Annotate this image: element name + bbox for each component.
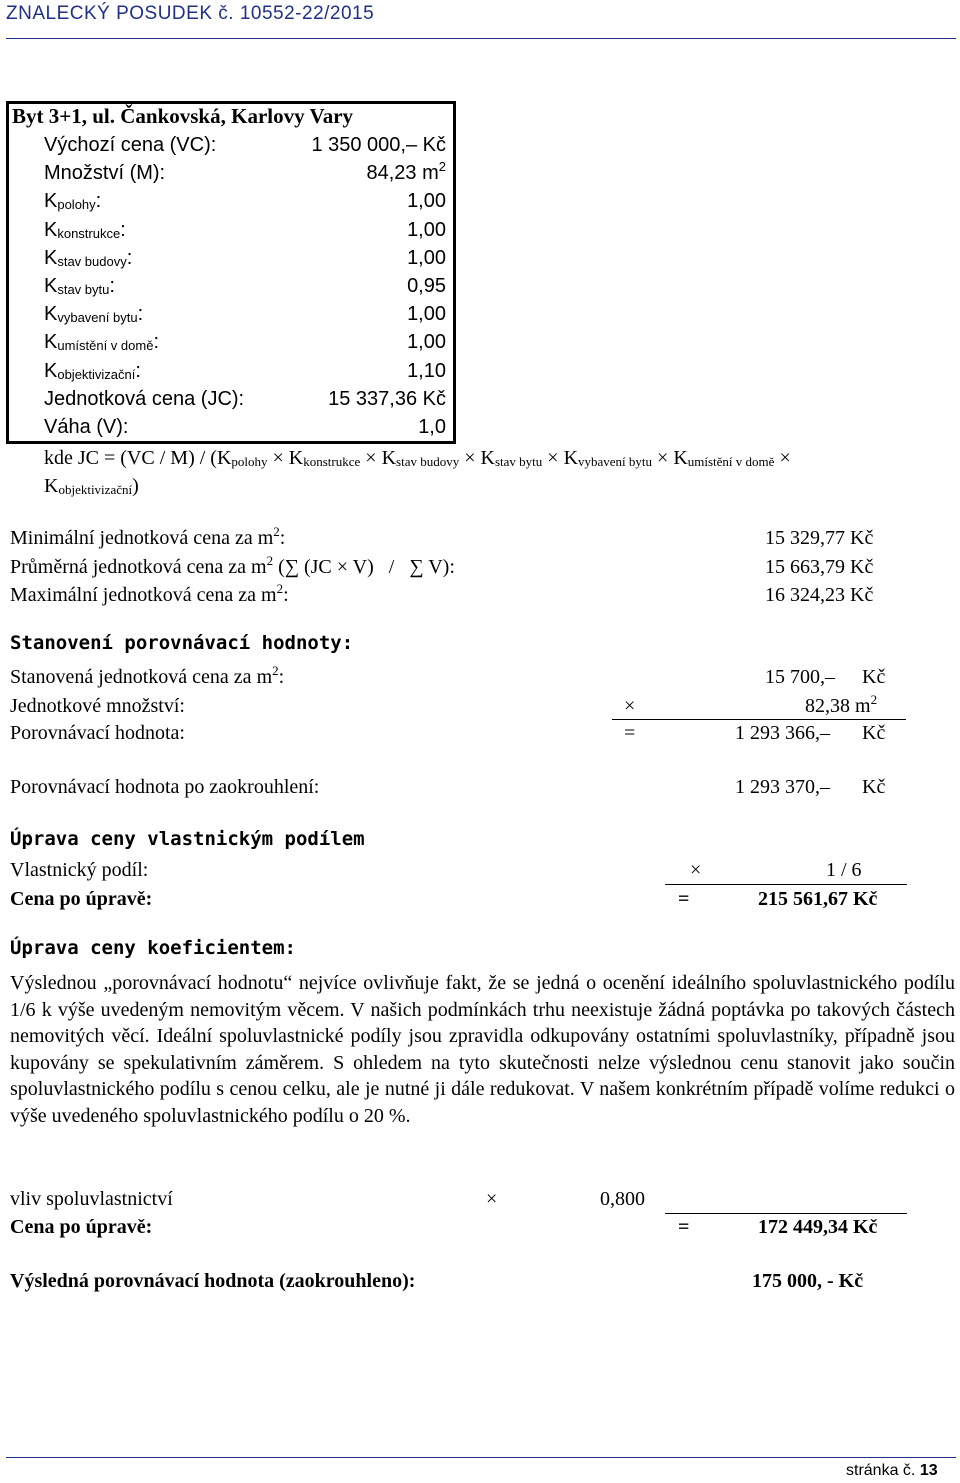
- rounded-currency: Kč: [862, 776, 886, 798]
- unit-price-row-value: 15 663,79 Kč: [765, 556, 874, 578]
- coef-price-value: 172 449,34 Kč: [758, 1216, 878, 1238]
- coef-price-op: =: [678, 1216, 690, 1238]
- box-row-value: 15 337,36 Kč: [328, 387, 446, 410]
- share-price-value: 215 561,67 Kč: [758, 888, 878, 910]
- formula-close: ): [132, 475, 139, 497]
- page-number: [846, 1462, 938, 1480]
- box-row-label: Množství (M):: [44, 162, 166, 185]
- quantity-underline: [612, 719, 906, 720]
- page-number-value: 13: [919, 1462, 938, 1479]
- box-row-label: $K_{vybavení bytu}$:: [44, 303, 144, 326]
- comparison-value-label: Porovnávací hodnota:: [10, 722, 185, 744]
- box-row-label: $K_{umístění v domě}$:: [44, 331, 160, 354]
- coefficient-paragraph: Výslednou „porovnávací hodnotu“ nejvíce ovlivňuje fakt, že se jedná o ocenění ideálního spoluvlastnického podílu 1/6 k výše uvedeným nemovitým věcem. V našich podmínkách trhu neexistuje žádná poptávka po takových částech nemovitých věcí. Ideální spoluvlastnické podíly jsou zpravidla odkupovány ostatními spoluvlastníky, případně jsou kupovány se spekulativním záměrem. S ohledem na tyto skutečnosti nelze výslednou cenu stanovit jako součin spoluvlastnického podílu s cenou celku, ale je nutné ji dále redukovat. V našem konkrétním případě volíme redukci o výše uvedeného spoluvlastnického podílu o 20 %.: [10, 972, 955, 1127]
- factor-label: vliv spoluvlastnictví: [10, 1188, 173, 1210]
- box-row-label: Výchozí cena (VC):: [44, 134, 217, 156]
- share-op: ×: [690, 859, 702, 881]
- comparable-title: Byt 3+1, ul. Čankovská, Karlovy Vary: [12, 104, 354, 128]
- page-label: stránka č.: [846, 1462, 916, 1479]
- share-value: 1 / 6: [826, 859, 862, 881]
- box-row-label: $K_{polohy}$:: [44, 190, 102, 213]
- unit-price-row-value: 15 329,77 Kč: [765, 527, 874, 549]
- quantity-label: Jednotkové množství:: [10, 695, 185, 717]
- box-row-label: $K_{konstrukce}$:: [44, 218, 126, 241]
- factor-value: 0,800: [600, 1188, 645, 1210]
- factor-op: ×: [486, 1188, 498, 1210]
- header-rule: [6, 38, 956, 39]
- unit-price-label: Stanovená jednotková cena za $m^2$:: [10, 663, 285, 688]
- document-header: ZNALECKÝ POSUDEK č. 10552-22/2015: [6, 3, 375, 24]
- quantity-value: 82,38 $m^2$: [805, 692, 878, 717]
- box-row-value: 1,00: [407, 218, 446, 241]
- box-row-value: 1,00: [407, 190, 446, 213]
- unit-price-value: 15 700,–: [765, 666, 835, 688]
- formula-k: K: [44, 475, 59, 497]
- box-row-value: 1,0: [418, 416, 446, 438]
- box-row-label: $K_{objektivizační}$:: [44, 359, 141, 382]
- comparison-value-op: =: [624, 722, 636, 744]
- rounded-value: 1 293 370,–: [735, 776, 830, 798]
- unit-price-row-label: Maximální jednotková cena za $m^2$:: [10, 581, 289, 606]
- box-row-label: Váha (V):: [44, 416, 129, 438]
- quantity-op: ×: [624, 695, 636, 717]
- formula-line-2: [44, 475, 139, 498]
- formula-sub-objektivizacni: objektivizační: [58, 482, 133, 497]
- share-underline: [665, 884, 907, 885]
- share-label: Vlastnický podíl:: [10, 859, 149, 881]
- box-row-label: $K_{stav budovy}$:: [44, 246, 133, 269]
- unit-price-row-value: 16 324,23 Kč: [765, 584, 874, 606]
- unit-price-currency: Kč: [862, 666, 886, 688]
- formula-line-1: kde JC = $(VC / M) / (K_{polohy} \times K_{konstrukce} \times K_{stav budovy} \times K_{stav bytu} \times K_{vybavení bytu} \times K_{umístění v domě}$ ×: [44, 447, 791, 469]
- comparison-heading: Stanovení porovnávací hodnoty:: [10, 632, 354, 654]
- result-value: 175 000, - Kč: [752, 1270, 864, 1292]
- unit-price-row-label: Minimální jednotková cena za $m^2$:: [10, 524, 286, 549]
- coefficient-heading: Úprava ceny koeficientem:: [10, 937, 296, 959]
- box-row-label: Jednotková cena (JC):: [44, 387, 245, 410]
- share-price-label: Cena po úpravě:: [10, 888, 153, 910]
- share-heading: Úprava ceny vlastnickým podílem: [10, 828, 365, 850]
- box-row-value: 0,95: [407, 275, 446, 297]
- comparison-value: 1 293 366,–: [735, 722, 830, 744]
- box-row-label: $K_{stav bytu}$:: [44, 275, 115, 297]
- box-row-value: 1,00: [407, 246, 446, 269]
- rounded-label: Porovnávací hodnota po zaokrouhlení:: [10, 776, 320, 798]
- result-label: Výsledná porovnávací hodnota (zaokrouhleno):: [10, 1270, 416, 1292]
- coef-price-label: Cena po úpravě:: [10, 1216, 153, 1238]
- factor-underline: [665, 1213, 907, 1214]
- box-row-value: 1,10: [407, 359, 446, 382]
- comparison-value-currency: Kč: [862, 722, 886, 744]
- share-price-op: =: [678, 888, 690, 910]
- box-row-value: 1,00: [407, 331, 446, 354]
- box-row-value: 84,23 $m^2$: [366, 159, 446, 185]
- box-row-value: 1 350 000,– Kč: [311, 134, 446, 156]
- unit-price-row-label: Průměrná jednotková cena za $m^2$ (∑ (JC × V) / ∑ V):: [10, 553, 455, 578]
- box-row-value: 1,00: [407, 303, 446, 326]
- footer-rule: [6, 1457, 956, 1458]
